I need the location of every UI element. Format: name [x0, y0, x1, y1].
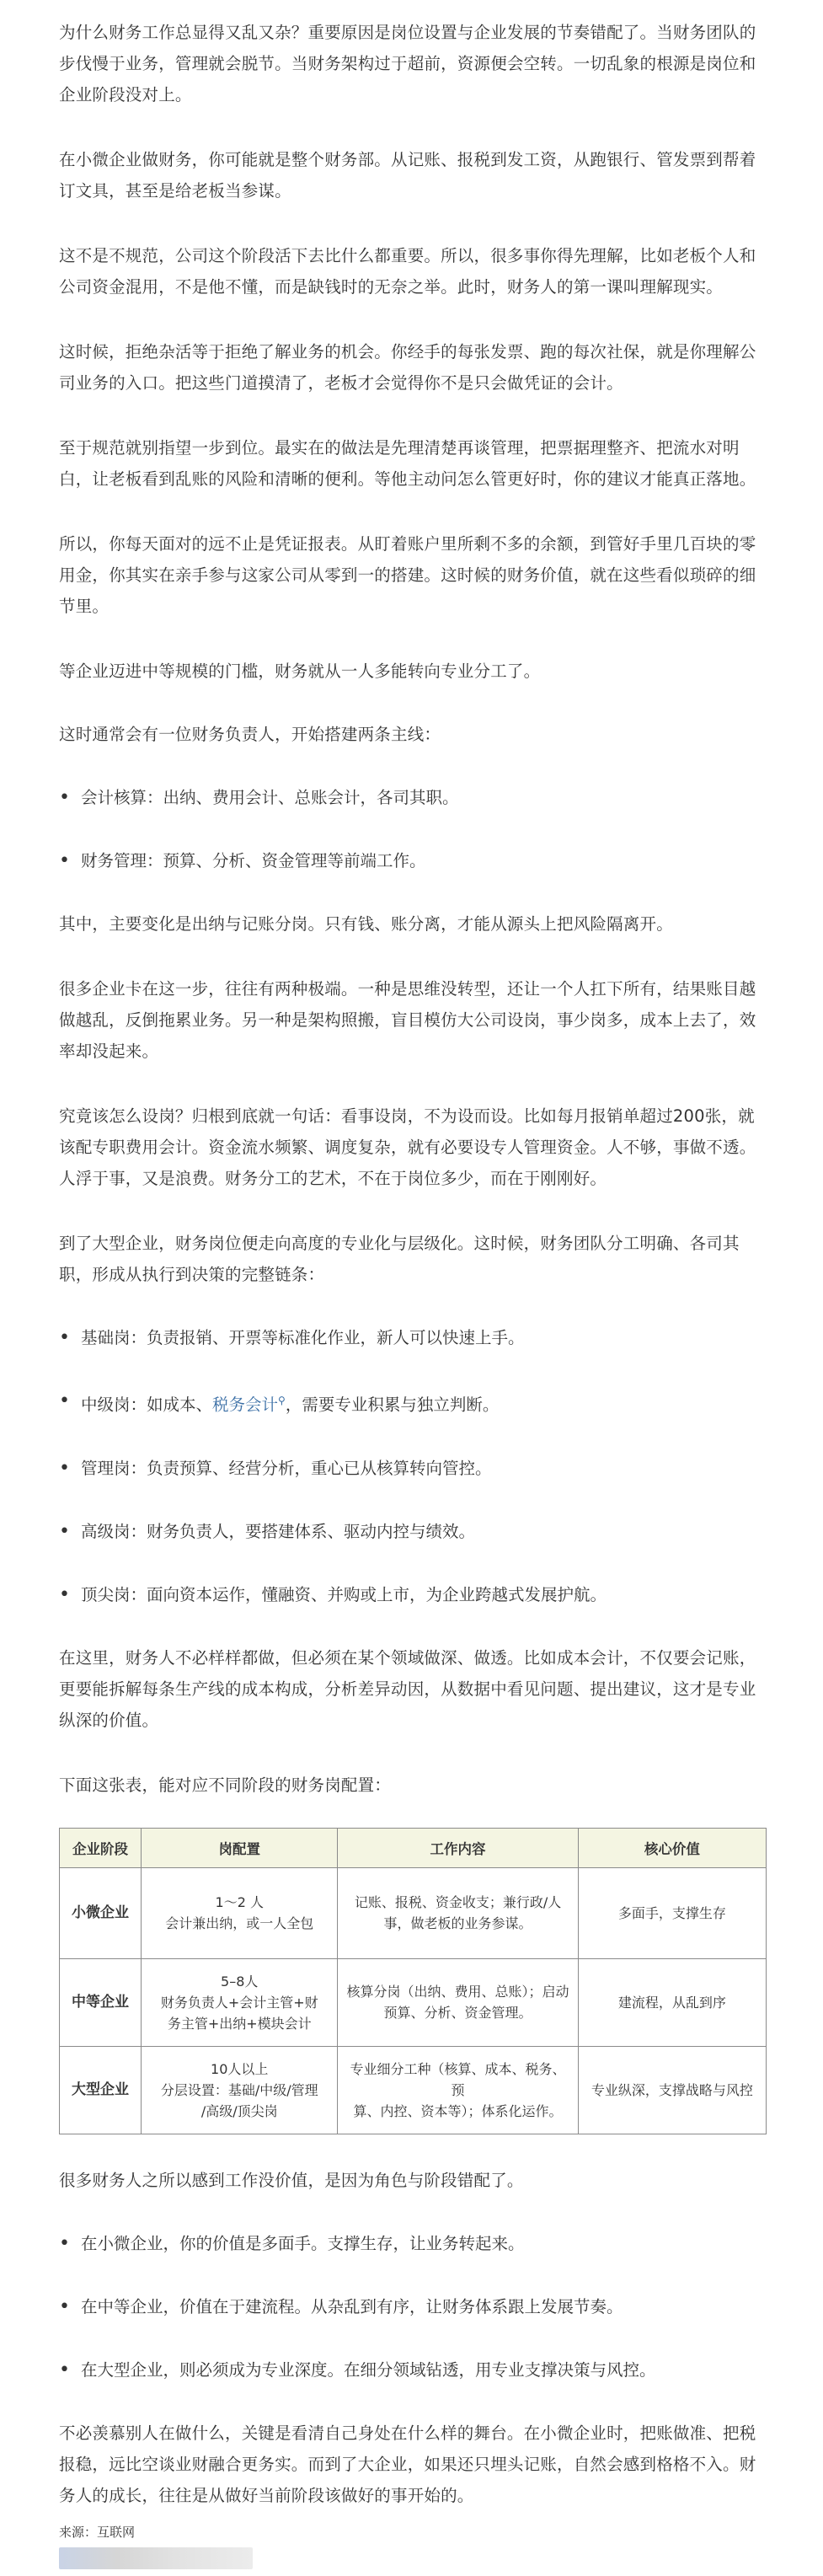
paragraph: 这不是不规范，公司这个阶段活下去比什么都重要。所以，很多事你得先理解，比如老板个人和公司资金混用，不是他不懂，而是缺钱时的无奈之举。此时，财务人的第一课叫理解现实。 — [59, 246, 756, 297]
table-cell-stage: 大型企业 — [60, 2046, 142, 2134]
cell-line: 预算、分析、资金管理。 — [383, 2005, 532, 2021]
cell-line: 核算分岗（出纳、费用、总账）；启动 — [346, 1984, 569, 2000]
list-item — [59, 1453, 767, 1484]
cell-line: 10人以上 — [211, 2060, 269, 2077]
bullet-dot-icon: • — [59, 850, 70, 871]
list-item — [59, 782, 767, 813]
paragraph: 这时候，拒绝杂活等于拒绝了解业务的机会。你经手的每张发票、跑的每次社保，就是你理解公司业务的入口。把这些门道摸清了，老板才会觉得你不是只会做凭证的会计。 — [59, 342, 756, 393]
cell-line: 算、内控、资本等）；体系化运作。 — [353, 2102, 563, 2119]
cell-line: 分层设置：基础/中级/管理 — [160, 2081, 318, 2098]
table-cell-stage: 中等企业 — [60, 1958, 142, 2046]
article-body — [59, 0, 767, 2569]
table-cell-core: 建流程，从乱到序 — [578, 1958, 766, 2046]
tax-accountant-link[interactable]: 税务会计 — [212, 1395, 279, 1415]
list-item — [59, 1579, 767, 1610]
blurred-attribution — [59, 2547, 253, 2569]
table-header-cell: 岗配置 — [142, 1828, 338, 1867]
table-cell-roles — [142, 1958, 338, 2046]
table-row — [60, 2046, 767, 2134]
list-item-text-start: 中级岗：如成本、 — [81, 1395, 213, 1415]
table-cell-stage: 小微企业 — [60, 1867, 142, 1958]
table-cell-work — [338, 1958, 578, 2046]
paragraph: 至于规范就别指望一步到位。最实在的做法是先理清楚再谈管理，把票据理整齐、把流水对明白，让老板看到乱账的风险和清晰的便利。等他主动问怎么管更好时，你的建议才能真正落地。 — [59, 438, 756, 489]
list-item — [59, 1322, 767, 1353]
list-item-text: 顶尖岗：面向资本运作，懂融资、并购或上市，为企业跨越式发展护航。 — [81, 1584, 607, 1604]
paragraph: 到了大型企业，财务岗位便走向高度的专业化与层级化。这时候，财务团队分工明确、各司其职，形成从执行到决策的完整链条： — [59, 1234, 740, 1284]
list-item — [59, 2228, 767, 2259]
paragraph: 其中，主要变化是出纳与记账分岗。只有钱、账分离，才能从源头上把风险隔离开。 — [59, 914, 673, 934]
list-item-text: 在大型企业，则必须成为专业深度。在细分领域钻透，用专业支撑决策与风控。 — [81, 2359, 656, 2380]
cell-line: 事，做老板的业务参谋。 — [383, 1915, 532, 1931]
table-cell-work — [338, 1867, 578, 1958]
source-label: 来源：互联网 — [59, 2524, 136, 2540]
paragraph: 这时通常会有一位财务负责人，开始搭建两条主线： — [59, 725, 441, 744]
list-item-text: 会计核算：出纳、费用会计、总账会计，各司其职。 — [81, 788, 459, 807]
list-item — [59, 2354, 767, 2386]
list-item-text: 高级岗：财务负责人，要搭建体系、驱动内控与绩效。 — [81, 1521, 476, 1541]
paragraph: 很多企业卡在这一步，往往有两种极端。一种是思维没转型，还让一个人扛下所有，结果账目越做越乱，反倒拖累业务。另一种是架构照搬，盲目模仿大公司设岗，事少岗多，成本上去了，效率却没起来。 — [59, 979, 756, 1061]
paragraph: 在这里，财务人不必样样都做，但必须在某个领域做深、做透。比如成本会计，不仅要会记账，更要能拆解每条生产线的成本构成，分析差异动因，从数据中看见问题、提出建议，这才是专业纵深的价值。 — [59, 1647, 756, 1730]
cell-line: 财务负责人+会计主管+财 — [160, 1994, 318, 2011]
cell-line: /高级/顶尖岗 — [200, 2102, 278, 2119]
cell-line: 务主管+出纳+模块会计 — [167, 2015, 312, 2032]
list-item-text — [81, 1385, 499, 1421]
bullet-dot-icon: • — [59, 2359, 70, 2381]
bullet-dot-icon: • — [59, 1583, 70, 1605]
list-item — [59, 1385, 767, 1421]
paragraph: 在小微企业做财务，你可能就是整个财务部。从记账、报税到发工资，从跑银行、管发票到帮着订文具，甚至是给老板当参谋。 — [59, 150, 756, 201]
list-item-text: 管理岗：负责预算、经营分析，重心已从核算转向管控。 — [81, 1458, 492, 1478]
bullet-dot-icon: • — [59, 1327, 70, 1348]
paragraph: 不必羡慕别人在做什么，关键是看清自己身处在什么样的舞台。在小微企业时，把账做准、把税报稳，远比空谈业财融合更务实。而到了大企业，如果还只埋头记账，自然会感到格格不入。财务人的成长，往往是从做好当前阶段该做好的事开始的。 — [59, 2423, 756, 2505]
cell-line: 会计兼出纳，或一人全包 — [165, 1915, 314, 1931]
table-row — [60, 1958, 767, 2046]
search-icon[interactable]: ⚲ — [278, 1395, 286, 1406]
list-item — [59, 845, 767, 876]
table-cell-core: 多面手，支撑生存 — [578, 1867, 766, 1958]
finance-roles-table — [59, 1828, 767, 2134]
bullet-dot-icon: • — [59, 1457, 70, 1479]
paragraph: 为什么财务工作总显得又乱又杂？重要原因是岗位设置与企业发展的节奏错配了。当财务团队的步伐慢于业务，管理就会脱节。当财务架构过于超前，资源便会空转。一切乱象的根源是岗位和企业阶段没对上。 — [59, 23, 756, 104]
paragraph: 究竟该怎么设岗？归根到底就一句话：看事设岗，不为设而设。比如每月报销单超过200张，就该配专职费用会计。资金流水频繁、调度复杂，就有必要设专人管理资金。人不够，事做不透。人浮于事，又是浪费。财务分工的艺术，不在于岗位多少，而在于刚刚好。 — [59, 1106, 756, 1188]
list-item — [59, 1516, 767, 1547]
cell-line: 5–8人 — [221, 1973, 259, 1990]
cell-line: 1～2 人 — [215, 1894, 264, 1910]
table-cell-core: 专业纵深，支撑战略与风控 — [578, 2046, 766, 2134]
cell-line: 专业细分工种（核算、成本、税务、预 — [350, 2060, 566, 2098]
list-item-text: 在小微企业，你的价值是多面手。支撑生存，让业务转起来。 — [81, 2233, 525, 2253]
table-cell-work — [338, 2046, 578, 2134]
list-item-text: 在中等企业，价值在于建流程。从杂乱到有序，让财务体系跟上发展节奏。 — [81, 2296, 623, 2316]
table-cell-roles — [142, 1867, 338, 1958]
table-header-cell: 企业阶段 — [60, 1828, 142, 1867]
paragraph: 下面这张表，能对应不同阶段的财务岗配置： — [59, 1775, 392, 1795]
bullet-dot-icon: • — [59, 2295, 70, 2317]
bullet-dot-icon: • — [59, 1520, 70, 1542]
cell-line: 记账、报税、资金收支；兼行政/人 — [354, 1894, 562, 1910]
list-item-text-end: ，需要专业积累与独立判断。 — [285, 1395, 500, 1415]
bullet-dot-icon: • — [59, 787, 70, 808]
paragraph: 很多财务人之所以感到工作没价值，是因为角色与阶段错配了。 — [59, 2170, 524, 2190]
paragraph: 所以，你每天面对的远不止是凭证报表。从盯着账户里所剩不多的余额，到管好手里几百块的零用金，你其实在亲手参与这家公司从零到一的搭建。这时候的财务价值，就在这些看似琐碎的细节里。 — [59, 534, 756, 616]
table-row — [60, 1867, 767, 1958]
list-item-text: 基础岗：负责报销、开票等标准化作业，新人可以快速上手。 — [81, 1328, 525, 1347]
bullet-dot-icon: • — [59, 1390, 70, 1411]
table-header-cell: 工作内容 — [338, 1828, 578, 1867]
list-item-text: 财务管理：预算、分析、资金管理等前端工作。 — [81, 851, 426, 870]
table-header-cell: 核心价值 — [578, 1828, 766, 1867]
paragraph: 等企业迈进中等规模的门槛，财务就从一人多能转向专业分工了。 — [59, 661, 541, 681]
table-cell-roles — [142, 2046, 338, 2134]
list-item — [59, 2291, 767, 2322]
bullet-dot-icon: • — [59, 2232, 70, 2254]
table-header-row — [60, 1828, 767, 1867]
